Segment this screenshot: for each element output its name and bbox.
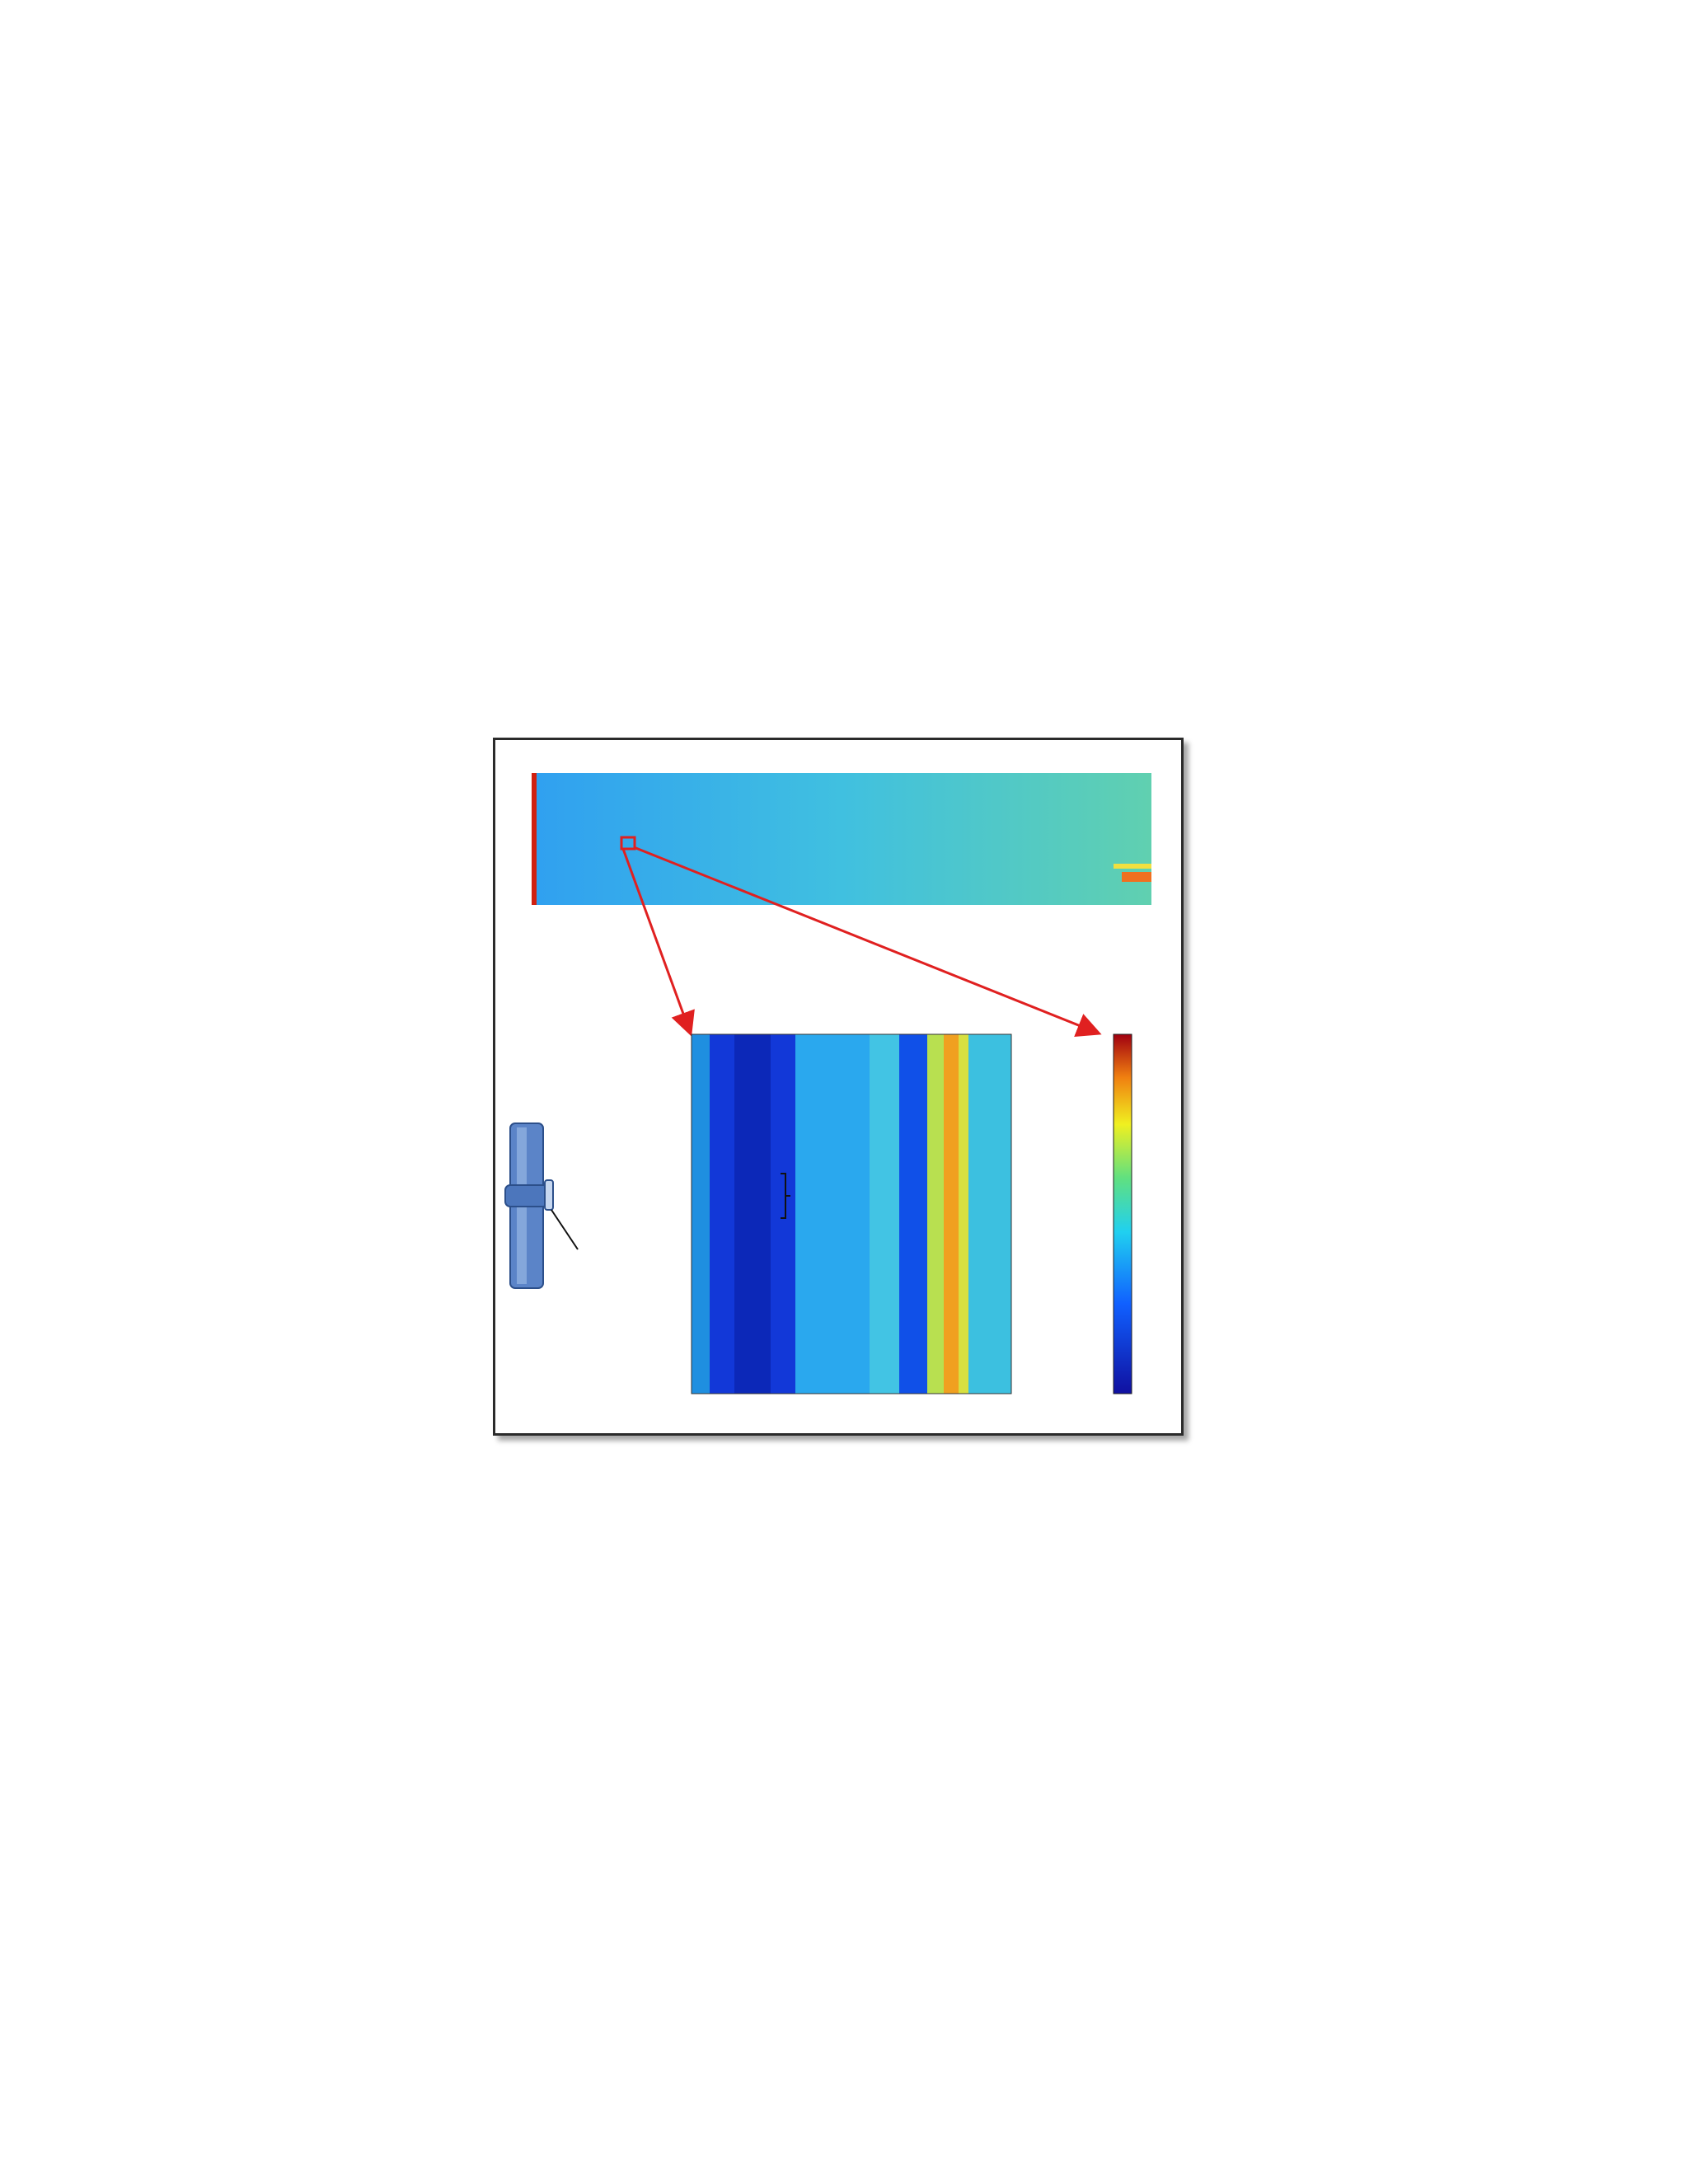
- colorbar: [1114, 1034, 1132, 1394]
- figure-4-graphic: [495, 740, 1181, 1433]
- page-header: [199, 107, 1490, 143]
- figure-4: [493, 738, 1184, 1436]
- top-heatmap: [532, 773, 1151, 905]
- inset-heatmap: [692, 1034, 1011, 1394]
- casing-collar-illustration: [505, 1123, 578, 1288]
